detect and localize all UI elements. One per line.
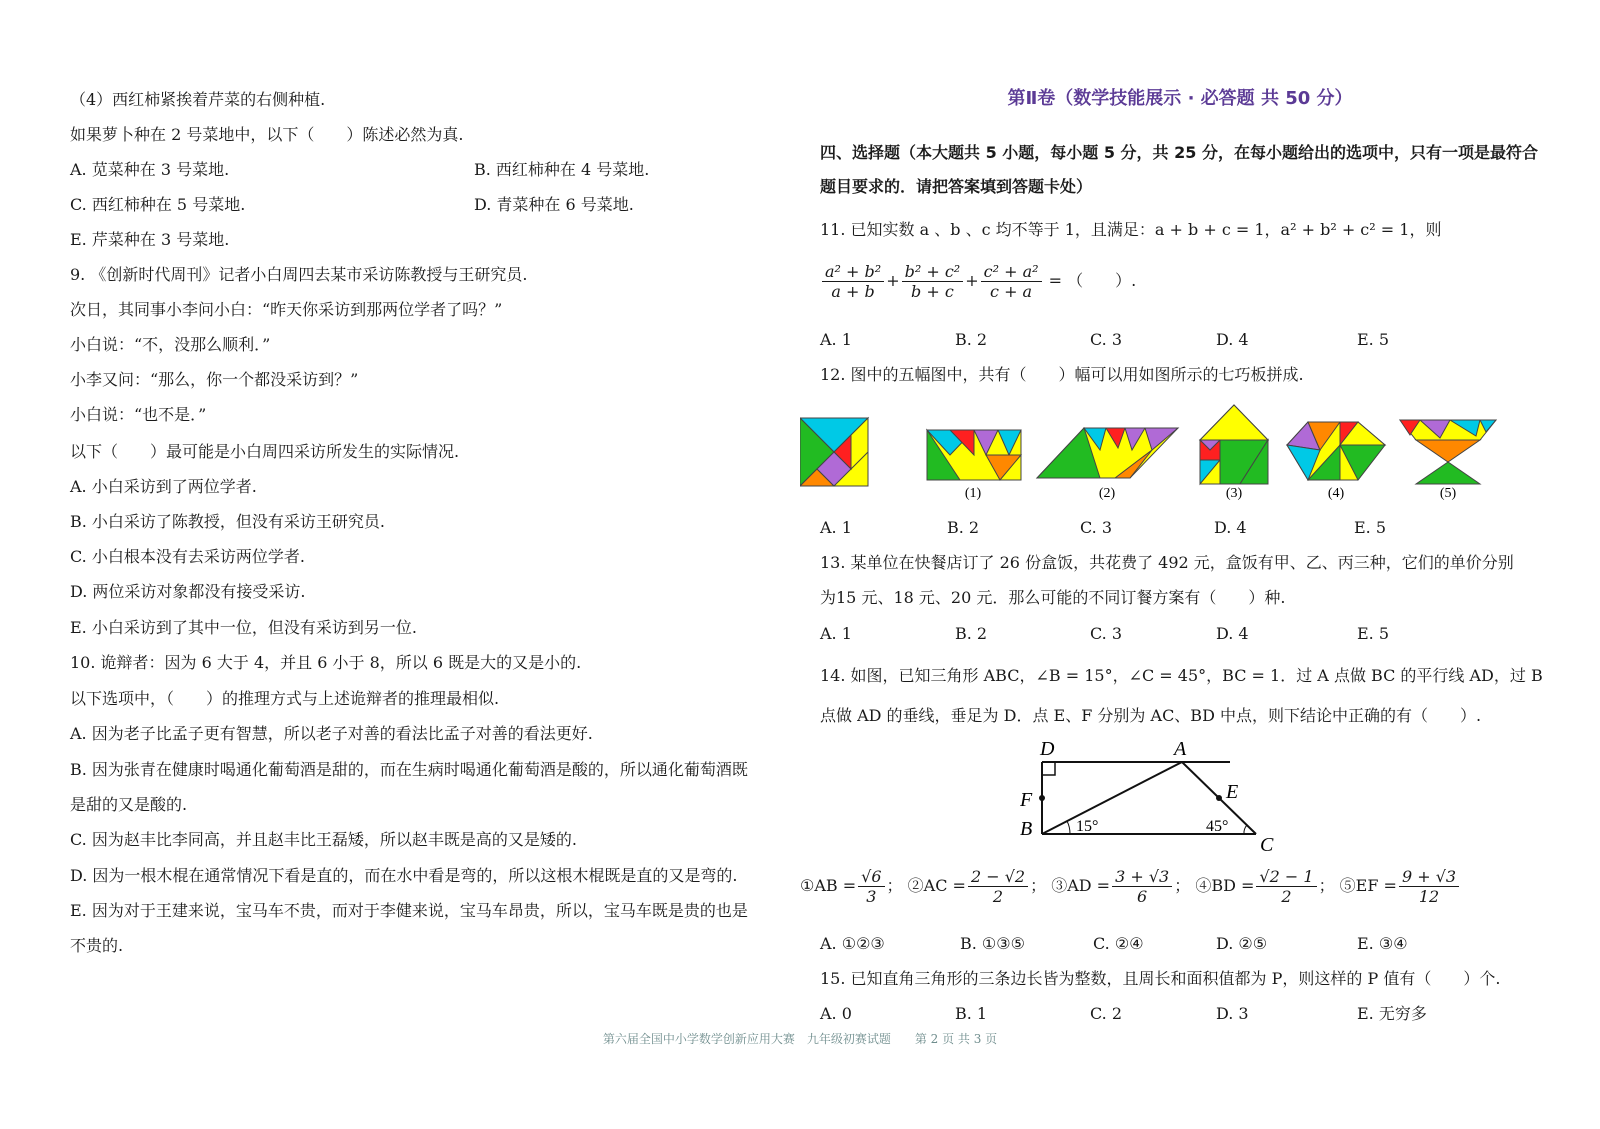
q10-option-e-cont: 不贵的. xyxy=(70,936,124,955)
q13-option-d: D. 4 xyxy=(1216,624,1249,643)
q11-option-c: C. 3 xyxy=(1090,330,1123,349)
q11-option-b: B. 2 xyxy=(955,330,988,349)
q12-option-d: D. 4 xyxy=(1214,518,1247,537)
q12-option-c: C. 3 xyxy=(1080,518,1113,537)
q13-option-b: B. 2 xyxy=(955,624,988,643)
q10-option-a: A. 因为老子比孟子更有智慧，所以老子对善的看法比孟子对善的看法更好. xyxy=(70,724,593,743)
tangram-reference-square xyxy=(800,418,868,486)
q14-triangle-figure xyxy=(1020,735,1300,860)
tangram-figure-1 xyxy=(927,430,1021,480)
q9-line: 小白说：“不，没那么顺利．” xyxy=(70,335,271,354)
label-E: E xyxy=(1226,781,1239,803)
q10-stem: 10. 诡辩者：因为 6 大于 4，并且 6 小于 8，所以 6 既是大的又是小的. xyxy=(70,653,582,672)
q11-option-e: E. 5 xyxy=(1357,330,1390,349)
tangram-figure-3 xyxy=(1200,405,1268,484)
q9-option-a: A. 小白采访到了两位学者. xyxy=(70,477,257,496)
q9-line: 次日，其同事小李问小白：“昨天你采访到那两位学者了吗？” xyxy=(70,300,503,319)
tangram-figure-5 xyxy=(1400,420,1496,484)
q13-option-c: C. 3 xyxy=(1090,624,1123,643)
tangram-label-3: (3) xyxy=(1225,486,1243,501)
q11-fraction-1: $\frac{\text{a² + b²}}{a + b}$ xyxy=(822,262,884,301)
conclusion-4: ④BD = $\frac{√2 - 1}{2}$ ； xyxy=(1195,867,1335,906)
q9-option-e: E. 小白采访到了其中一位，但没有采访到另一位. xyxy=(70,618,417,637)
tangram-figures xyxy=(800,400,1520,510)
q12-option-e: E. 5 xyxy=(1354,518,1387,537)
part-title: 第Ⅱ卷（数学技能展示 · 必答题 共 50 分） xyxy=(1007,88,1353,109)
q14-option-a: A. ①②③ xyxy=(820,934,885,953)
q11-fraction-3: $\frac{\text{c² + a²}}{c + a}$ xyxy=(981,262,1042,301)
label-A: A xyxy=(1174,738,1187,760)
q9-option-b: B. 小白采访了陈教授，但没有采访王研究员. xyxy=(70,512,386,531)
q15-option-a: A. 0 xyxy=(820,1004,852,1023)
q12-stem: 12. 图中的五幅图中，共有（ ）幅可以用如图所示的七巧板拼成. xyxy=(820,365,1304,384)
tangram-label-2: (2) xyxy=(1098,486,1116,501)
conclusion-5: ⑤EF = $\frac{9 + √3}{12}$ xyxy=(1340,876,1461,895)
tangram-label-4: (4) xyxy=(1327,486,1345,501)
tangram-figure-4 xyxy=(1287,422,1385,480)
q14-conclusions xyxy=(800,867,1461,906)
q13-option-a: A. 1 xyxy=(820,624,852,643)
q10-option-d: D. 因为一根木棍在通常情况下看是直的，而在水中看是弯的，所以这根木棍既是直的又是弯的. xyxy=(70,866,738,885)
q13-stem-cont: 为15 元、18 元、20 元．那么可能的不同订餐方案有（ ）种. xyxy=(820,588,1286,607)
q11-option-a: A. 1 xyxy=(820,330,852,349)
q8-condition-4: （4）西红柿紧挨着芹菜的右侧种植. xyxy=(70,90,326,109)
q9-stem: 9. 《创新时代周刊》记者小白周四去某市采访陈教授与王研究员. xyxy=(70,265,528,284)
conclusion-3: ③AD = $\frac{3 + √3}{6}$ ； xyxy=(1051,867,1191,906)
q15-option-d: D. 3 xyxy=(1216,1004,1249,1023)
q8-stem: 如果萝卜种在 2 号菜地中，以下（ ）陈述必然为真. xyxy=(70,125,464,144)
q12-option-a: A. 1 xyxy=(820,518,852,537)
angle-C-label: 45° xyxy=(1206,818,1229,835)
q8-option-a: A. 苋菜种在 3 号菜地. xyxy=(70,160,230,179)
q8-option-e: E. 芹菜种在 3 号菜地. xyxy=(70,230,230,249)
tangram-label-1: (1) xyxy=(964,486,982,501)
q10-option-c: C. 因为赵丰比李同高，并且赵丰比王磊矮，所以赵丰既是高的又是矮的. xyxy=(70,830,577,849)
q8-option-c: C. 西红柿种在 5 号菜地. xyxy=(70,195,246,214)
tangram-label-5: (5) xyxy=(1439,486,1457,501)
conclusion-1: ①AB = $\frac{√6}{3}$ ； xyxy=(800,867,903,906)
label-B: B xyxy=(1020,818,1033,840)
q8-option-b: B. 西红柿种在 4 号菜地. xyxy=(474,160,650,179)
q14-option-e: E. ③④ xyxy=(1357,934,1408,953)
q10-option-e: E. 因为对于王建来说，宝马车不贵，而对于李健来说，宝马车昂贵，所以，宝马车既是贵的也是 xyxy=(70,901,748,920)
q13-option-e: E. 5 xyxy=(1357,624,1390,643)
q14-stem-cont: 点做 AD 的垂线，垂足为 D．点 E、F 分别为 AC、BD 中点，则下结论中正确的有（ ）. xyxy=(820,706,1482,725)
q13-stem: 13. 某单位在快餐店订了 26 份盒饭，共花费了 492 元，盒饭有甲、乙、丙三种，它们的单价分别 xyxy=(820,553,1514,572)
q8-option-d: D. 青菜种在 6 号菜地. xyxy=(474,195,634,214)
q10-option-b-cont: 是甜的又是酸的. xyxy=(70,795,188,814)
tangram-figure-2 xyxy=(1037,428,1178,478)
q11-fraction-2: $\frac{\text{b² + c²}}{b + c}$ xyxy=(902,262,964,301)
q15-option-c: C. 2 xyxy=(1090,1004,1123,1023)
q11-expression: $\frac{\text{a² + b²}}{a + b}$ + $\frac{\text{b² + c²}}{b + c}$ + $\frac{\text{c² + a²}}{c + a}$ = （ ）. xyxy=(820,262,1136,301)
label-D: D xyxy=(1040,738,1055,760)
q10-question: 以下选项中，（ ）的推理方式与上述诡辩者的推理最相似. xyxy=(70,689,500,708)
q11-stem: 11. 已知实数 a 、b 、c 均不等于 1，且满足：a + b + c = 1，a² + b² + c² = 1，则 xyxy=(820,220,1442,239)
label-F: F xyxy=(1020,789,1033,811)
q9-option-c: C. 小白根本没有去采访两位学者. xyxy=(70,547,305,566)
q9-option-d: D. 两位采访对象都没有接受采访. xyxy=(70,582,306,601)
section-heading: 四、选择题（本大题共 5 小题，每小题 5 分，共 25 分，在每小题给出的选项中，只有一项是最符合题目要求的．请把答案填到答题卡处） xyxy=(820,143,1538,196)
q15-stem: 15. 已知直角三角形的三条边长皆为整数，且周长和面积值都为 P，则这样的 P 值有（ ）个. xyxy=(820,969,1501,988)
q15-option-e: E. 无穷多 xyxy=(1357,1004,1427,1023)
label-C: C xyxy=(1260,834,1274,856)
q9-question: 以下（ ）最可能是小白周四采访所发生的实际情况. xyxy=(70,442,460,461)
q14-option-b: B. ①③⑤ xyxy=(960,934,1025,953)
q11-tail: = （ ）. xyxy=(1048,271,1137,290)
q9-line: 小白说：“也不是．” xyxy=(70,405,207,424)
q12-option-b: B. 2 xyxy=(947,518,980,537)
page-footer: 第六届全国中小学数学创新应用大赛 九年级初赛试题 第 2 页 共 3 页 xyxy=(602,1032,998,1046)
q15-option-b: B. 1 xyxy=(955,1004,988,1023)
q14-option-d: D. ②⑤ xyxy=(1216,934,1268,953)
angle-B-label: 15° xyxy=(1076,818,1099,835)
q14-option-c: C. ②④ xyxy=(1093,934,1144,953)
q11-option-d: D. 4 xyxy=(1216,330,1249,349)
q10-option-b: B. 因为张青在健康时喝通化葡萄酒是甜的，而在生病时喝通化葡萄酒是酸的，所以通化葡萄酒既 xyxy=(70,760,748,779)
q14-stem: 14. 如图，已知三角形 ABC，∠B = 15°，∠C = 45°，BC = 1．过 A 点做 BC 的平行线 AD，过 B xyxy=(820,666,1543,685)
q9-line: 小李又问：“那么，你一个都没采访到？” xyxy=(70,370,359,389)
conclusion-2: ②AC = $\frac{2 - √2}{2}$ ； xyxy=(907,867,1047,906)
